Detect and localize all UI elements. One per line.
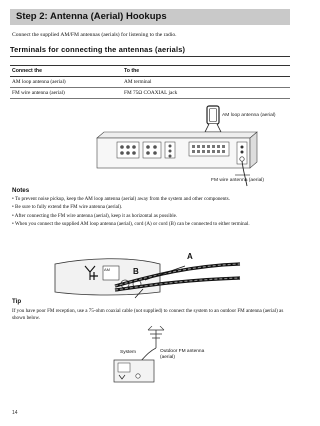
am-terminal-cord-illustration	[35, 236, 265, 316]
receiver-rear-panel	[97, 132, 257, 168]
am-terminal-label: AM	[104, 267, 110, 272]
list-item: • After connecting the FM wire antenna (aerial), keep it as horizontal as possible.	[12, 212, 178, 219]
tip-text: If you have poor FM reception, use a 75-ohm coaxial cable (not supplied) to connect the system to an outdoor FM antenna (aerial) as shown below.	[12, 308, 284, 321]
terminals-table	[10, 65, 290, 99]
fm-antenna-callout: FM wire antenna (aerial)	[211, 178, 265, 183]
table-header: To the	[122, 66, 290, 77]
outdoor-antenna-label: Outdoor FM antenna (aerial)	[160, 349, 205, 360]
table-row	[10, 88, 290, 99]
table-cell: FM wire antenna (aerial)	[10, 88, 122, 99]
am-antenna-callout: AM loop antenna (aerial)	[222, 113, 276, 118]
notes-list	[12, 196, 292, 230]
section-rule	[10, 56, 290, 57]
table-row	[10, 77, 290, 88]
cord-a-label: A	[187, 252, 193, 261]
table-cell: AM loop antenna (aerial)	[10, 77, 122, 88]
tip-heading: Tip	[12, 298, 22, 305]
page-number: 14	[12, 410, 18, 416]
intro-text: Connect the supplied AM/FM antennas (aerials) for listening to the radio.	[12, 32, 177, 38]
list-item: • When you connect the supplied AM loop antenna (aerial), cord (A) or cord (B) can be connected to either terminal.	[12, 221, 250, 228]
cord-b-label: B	[133, 267, 139, 276]
page-title: Step 2: Antenna (Aerial) Hookups	[10, 9, 290, 25]
notes-heading: Notes	[12, 187, 30, 194]
list-item: • Be sure to fully extend the FM wire antenna (aerial).	[12, 204, 123, 211]
table-cell: AM terminal	[122, 77, 290, 88]
system-terminal-icon	[114, 360, 154, 382]
list-item: • To prevent noise pickup, keep the AM loop antenna (aerial) away from the system and other components.	[12, 196, 230, 202]
table-header: Connect the	[10, 66, 122, 77]
section-heading: Terminals for connecting the antennas (aerials)	[10, 45, 186, 54]
system-label: System	[120, 350, 136, 355]
table-cell: FM 75Ω COAXIAL jack	[122, 88, 290, 99]
